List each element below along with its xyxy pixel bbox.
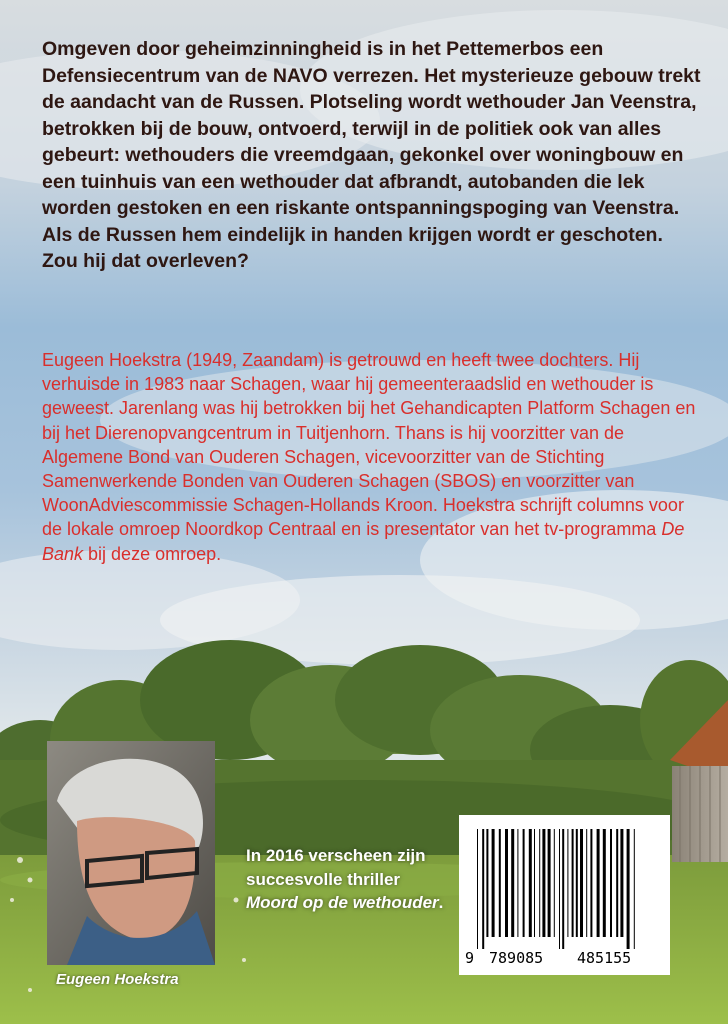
back-cover-blurb: Omgeven door geheimzinningheid is in het Pettemerbos een Defensiecentrum van de NAVO verrezen. Het mysterieuze gebouw trekt de aandacht van de Russen. Plotseling wordt wethouder Jan Veenstra, betrokken bij de bouw, ontvoerd, terwijl in de politiek ook van alles gebeurt: wethouders die vreemdgaan, gekonkel over woningbouw en een tuinhuis van een wethouder dat afbrandt, autobanden die lek worden gestoken en een riskante ontspanningspoging van Veenstra. Als de Russen hem eindelijk in handen krijgen wordt er geschoten. Zou hij dat overleven? [42, 38, 701, 272]
barcode-bar [597, 829, 600, 937]
barcode-left-group: 789085 [489, 949, 544, 967]
photo-caption: Eugeen Hoekstra [56, 971, 179, 988]
barcode-bar [477, 829, 478, 949]
previous-book-note [246, 844, 446, 915]
barcode-first-digit: 9 [465, 949, 475, 967]
barcode-right-group: 485155 [577, 949, 632, 967]
barcode-bar [492, 829, 495, 937]
barcode-bar [620, 829, 623, 937]
previous-book-title: Moord op de wethouder [246, 893, 439, 912]
barcode-bar [511, 829, 514, 937]
barcode-bar [534, 829, 535, 937]
barcode-bar [610, 829, 612, 937]
barcode-bar [482, 829, 484, 949]
note-text: In 2016 verscheen zijn succesvolle thriller [246, 846, 426, 889]
barcode-bar [616, 829, 618, 937]
barcode-bar [529, 829, 532, 937]
barcode-bar [486, 829, 488, 937]
barcode-bar [517, 829, 518, 937]
barcode-bar [542, 829, 545, 937]
isbn-barcode [459, 815, 670, 975]
barcode-bar [567, 829, 568, 937]
barcode-bar [586, 829, 587, 937]
barcode-bar [499, 829, 501, 937]
barcode-bar [559, 829, 560, 949]
author-biography [42, 348, 702, 566]
bio-text: Eugeen Hoekstra (1949, Zaandam) is getrouwd en heeft twee dochters. Hij verhuisde in 1983 naar Schagen, waar hij gemeenteraadslid en wethouder is geweest. Jarenlang was hij betrokken bij het Gehandicapten Platform Schagen en bij het Dierenopvangcentrum in Tuitjenhorn. Thans is hij voorzitter van de Algemene Bond van Ouderen Schagen, vicevoorzitter van de Stichting Samenwerkende Bonden van Ouderen Schagen (SBOS) en voorzitter van WoonAdviescommissie Schagen-Hollands Kroon. Hoekstra schrijft columns voor de lokale omroep Noordkop Centraal en is presentator van het tv-programma [42, 350, 696, 540]
barcode-bar [523, 829, 525, 937]
barcode-bar [580, 829, 583, 937]
barcode-bar [627, 829, 630, 949]
barcode-bar [562, 829, 564, 949]
barcode-bar [505, 829, 508, 937]
barcode-bar [548, 829, 551, 937]
barcode-bar [576, 829, 578, 937]
show-title: De Bank [42, 519, 685, 564]
barcode-bar [603, 829, 606, 937]
barcode-bar [634, 829, 635, 949]
note-end: . [438, 893, 444, 912]
barcode-bar [590, 829, 592, 937]
bio-tail: bij deze omroep. [83, 543, 222, 564]
author-photo [47, 741, 215, 965]
barcode-bar [539, 829, 540, 937]
barcode-bar [554, 829, 555, 937]
barcode-bar [572, 829, 574, 937]
